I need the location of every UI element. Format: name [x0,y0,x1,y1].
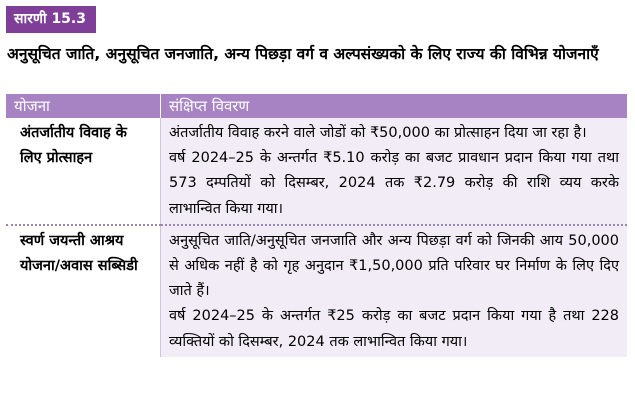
header-scheme: योजना [6,94,161,118]
description-paragraph: अंतर्जातीय विवाह करने वाले जोडों को ₹50,000 का प्रोत्साहन दिया जा रहा है। [169,125,587,141]
header-description: संक्षिप्त विवरण [161,94,628,118]
description-paragraph: अनुसूचित जाति/अनुसूचित जनजाति और अन्य पिछड़ा वर्ग को जिनकी आय 50,000 से अधिक नहीं है को गृह अनुदान ₹1,50,000 प्रति परिवार घर निर्माण के लिए दिए जाते हैं। [169,232,619,300]
scheme-name: स्वर्ण जयन्ती आश्रय योजना/अवास सब्सिडी [6,225,161,357]
table-header-row [6,94,627,118]
scheme-name: अंतर्जातीय विवाह के लिए प्रोत्साहन [6,118,161,225]
table-title: अनुसूचित जाति, अनुसूचित जनजाति, अन्य पिछड़ा वर्ग व अल्पसंख्यको के लिए राज्य की विभिन्न योजनाएँ [7,45,599,63]
scheme-description [161,225,628,357]
description-paragraph: वर्ष 2024–25 के अन्तर्गत ₹25 करोड़ का बजट प्रदान किया गया है तथा 228 व्यक्तियों को दिसम्बर, 2024 तक लाभान्वित किया गया। [169,308,619,350]
table-row [6,225,627,357]
table-number-badge: सारणी 15.3 [6,6,96,33]
schemes-table [6,94,627,357]
scheme-description [161,118,628,225]
table-row [6,118,627,225]
description-paragraph: वर्ष 2024–25 के अन्तर्गत ₹5.10 करोड़ का बजट प्रावधान प्रदान किया गया तथा 573 दम्पतियों को दिसम्बर, 2024 तक ₹2.79 करोड़ की राशि व्यय करके लाभान्वित किया गया। [169,150,619,217]
